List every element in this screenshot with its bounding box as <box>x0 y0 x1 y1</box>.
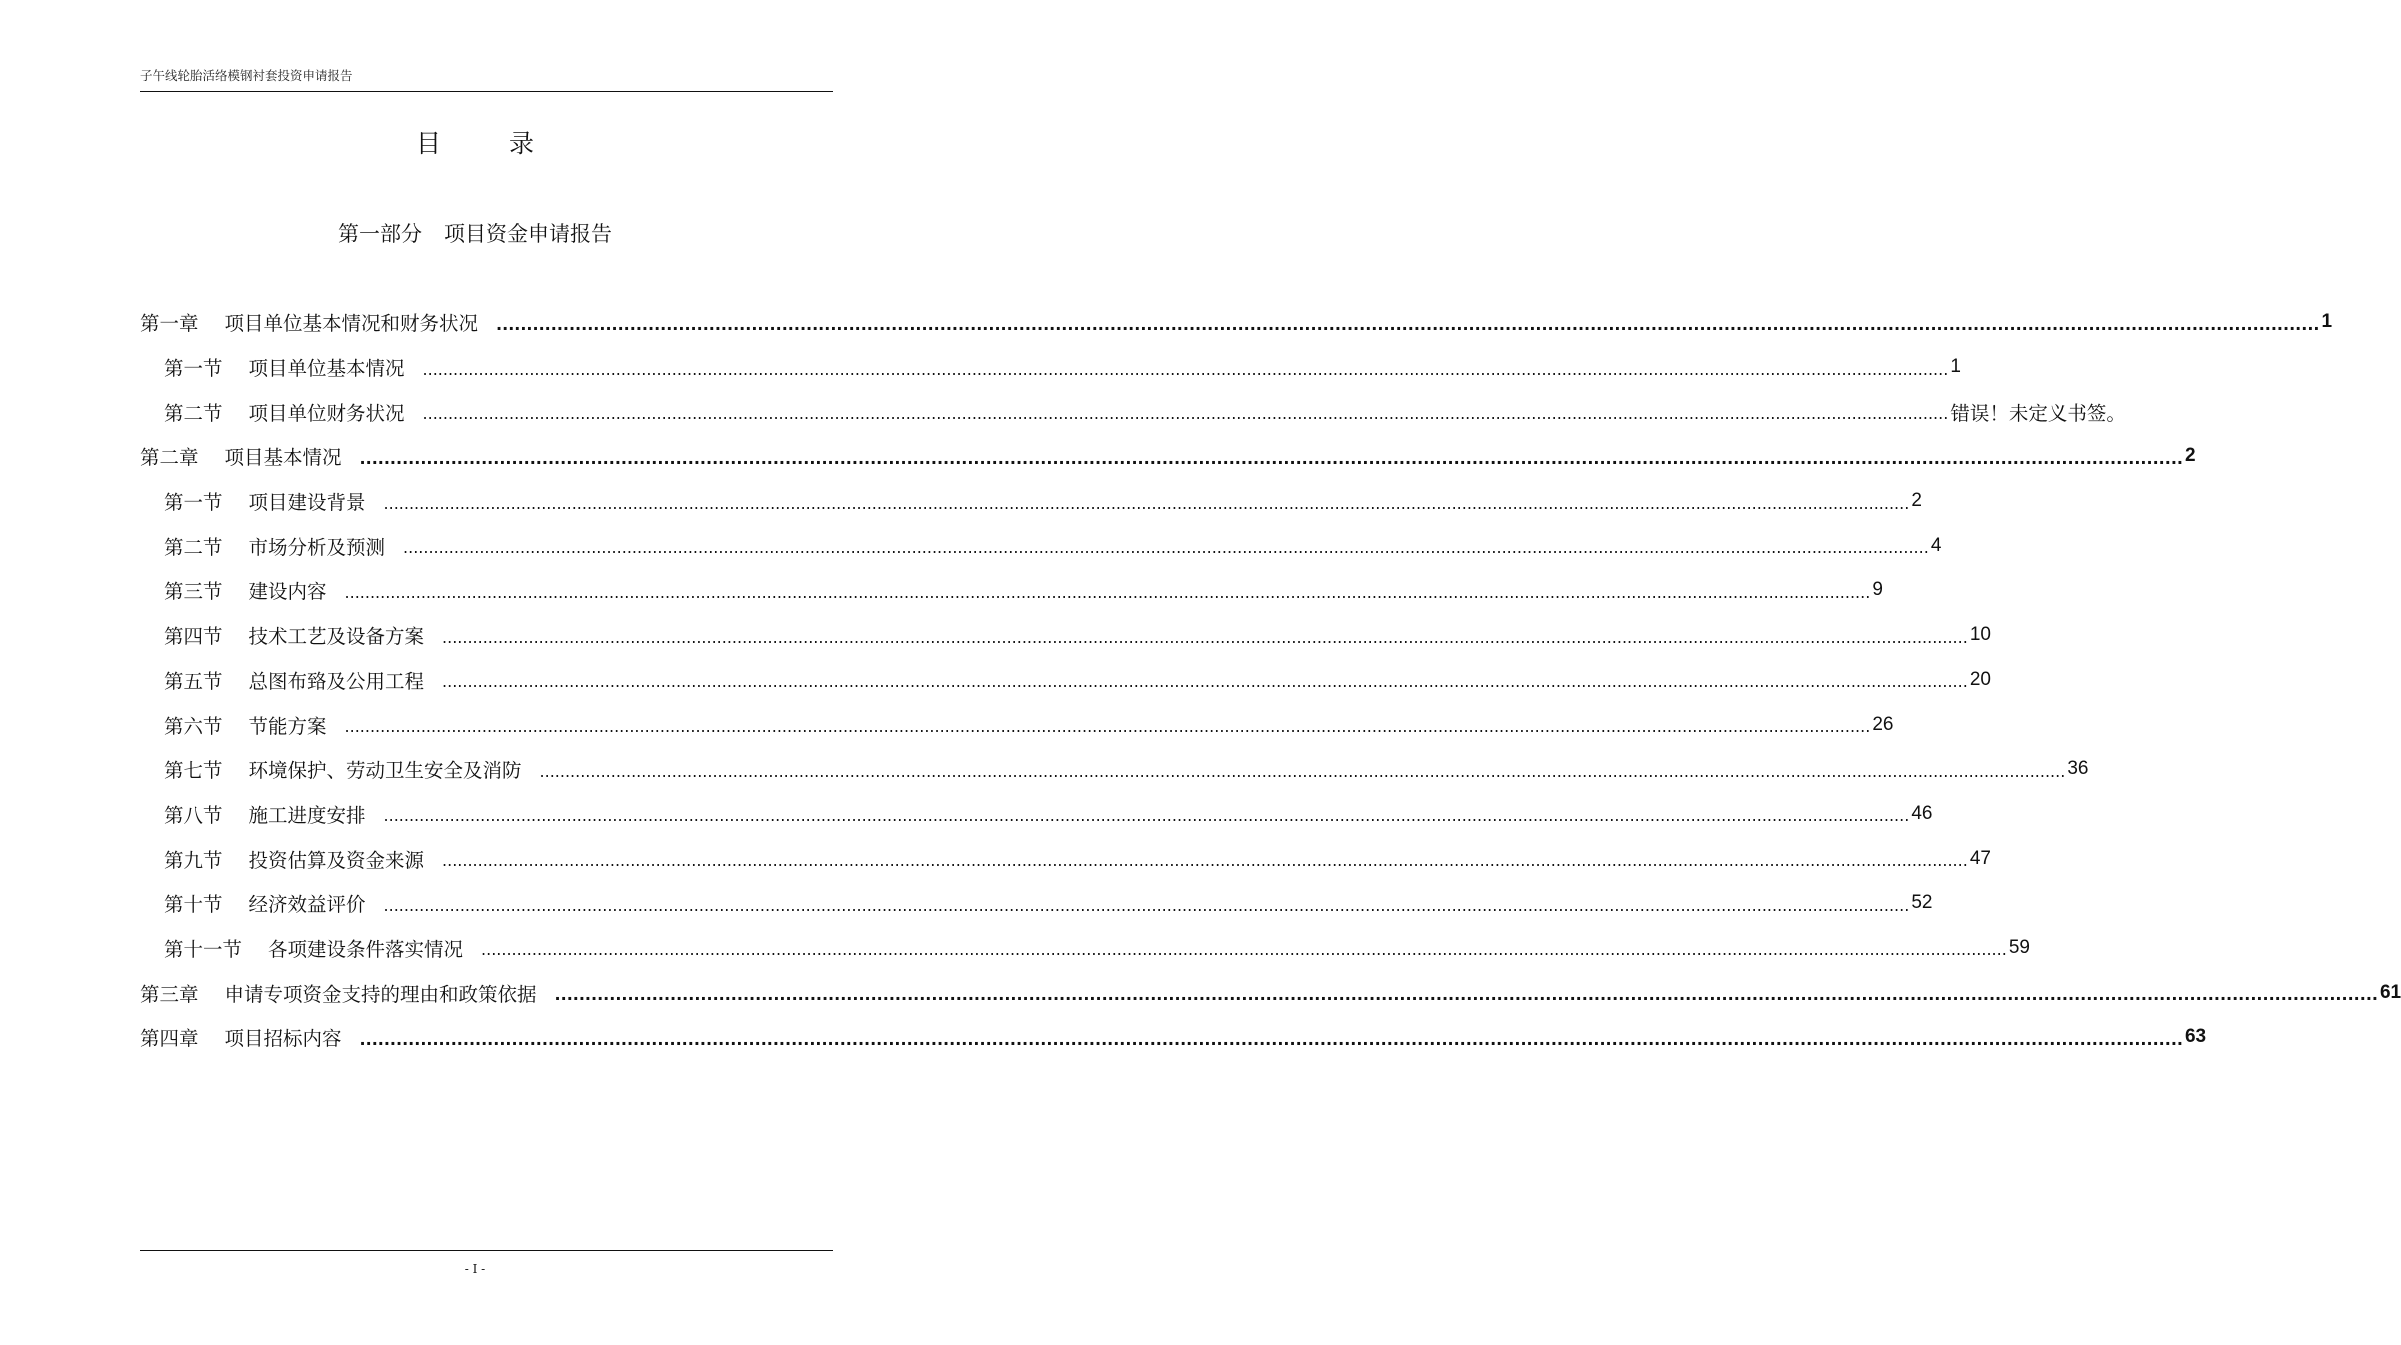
toc-entry-title: 项目招标内容 <box>224 1027 342 1051</box>
header-divider <box>140 91 833 92</box>
toc-entry[interactable] <box>140 658 1991 703</box>
toc-leader-dots: ............................................................................................................................................................................................................................................................................................................ <box>422 404 1949 424</box>
toc-entry-label: 第十节 <box>164 893 223 917</box>
page-title: 目 录 <box>416 129 564 158</box>
toc-entry-title: 建设内容 <box>248 580 327 604</box>
toc-entry-title: 项目单位财务状况 <box>248 401 405 425</box>
toc-entry-page: 2 <box>1911 490 1922 512</box>
toc-entry[interactable] <box>140 434 2196 479</box>
toc-entry-page: 9 <box>1872 579 1883 601</box>
toc-leader-dots: ............................................................................................................................................................................................................................................................................................................ <box>481 940 2007 960</box>
toc-entry[interactable] <box>140 747 2089 792</box>
toc-entry-page: 63 <box>2184 1026 2207 1048</box>
toc-entry[interactable] <box>140 568 1883 613</box>
toc-entry-label: 第四节 <box>164 625 223 649</box>
toc-entry-label: 第十一节 <box>164 937 243 961</box>
toc-leader-dots: ............................................................................................................................................................................................................................................................................................................ <box>442 627 1968 647</box>
toc-leader-dots: ............................................................................................................................................................................................................................................................................................................ <box>383 806 1910 826</box>
running-header: 子午线轮胎活络模钢衬套投资申请报告 <box>140 68 353 83</box>
toc-leader-dots: ............................................................................................................................................................................................................................................................................................................ <box>383 493 1910 513</box>
toc-leader-dots: ............................................................................................................................................................................................................................................................................................................ <box>554 985 2378 1005</box>
toc-entry-label: 第六节 <box>164 714 223 738</box>
toc-entry-page: 1 <box>1950 356 1961 378</box>
toc-entry-page: 4 <box>1930 534 1942 556</box>
toc-entry-label: 第四章 <box>140 1027 199 1051</box>
toc-entry-page: 61 <box>2379 981 2401 1003</box>
part-name: 项目资金申请报告 <box>444 222 612 246</box>
toc-leader-dots: ............................................................................................................................................................................................................................................................................................................ <box>359 1029 2183 1049</box>
toc-entry-page: 46 <box>1911 802 1933 824</box>
toc-entry-label: 第五节 <box>164 669 223 693</box>
toc-leader-dots: ............................................................................................................................................................................................................................................................................................................ <box>539 761 2066 781</box>
toc-entry-title: 项目基本情况 <box>224 446 342 470</box>
toc-entry-page: 26 <box>1872 713 1894 735</box>
toc-entry-label: 第三节 <box>164 580 223 604</box>
toc-entry-label: 第一节 <box>164 357 223 381</box>
part-heading <box>0 218 950 248</box>
toc-entry[interactable] <box>140 523 1942 568</box>
toc-entry-label: 第三章 <box>140 982 199 1006</box>
footer-page-number: - I - <box>464 1262 486 1276</box>
toc-leader-dots: ............................................................................................................................................................................................................................................................................................................ <box>344 717 1871 737</box>
toc-entry-label: 第一节 <box>164 491 223 515</box>
toc-entry-title: 项目单位基本情况和财务状况 <box>224 312 479 336</box>
toc-entry-page: 2 <box>2184 445 2196 467</box>
toc-entry-title: 环境保护、劳动卫生安全及消防 <box>248 759 522 783</box>
toc-entry-title: 各项建设条件落实情况 <box>268 937 464 961</box>
toc-entry-title: 项目单位基本情况 <box>248 357 405 381</box>
toc-entry-label: 第九节 <box>164 848 223 872</box>
toc-entry-page: 52 <box>1911 892 1933 914</box>
toc-entry-page: 47 <box>1969 847 1991 869</box>
toc-entry[interactable] <box>140 702 1894 747</box>
toc-entry-label: 第八节 <box>164 803 223 827</box>
toc-leader-dots: ............................................................................................................................................................................................................................................................................................................ <box>359 448 2183 468</box>
toc-entry-label: 第二节 <box>164 535 223 559</box>
footer-divider <box>140 1250 833 1251</box>
toc-entry[interactable] <box>140 926 2030 971</box>
toc-entry-page: 20 <box>1969 668 1991 690</box>
toc-entry-label: 第一章 <box>140 312 199 336</box>
toc-entry[interactable] <box>140 836 1991 881</box>
toc-entry[interactable] <box>140 970 2401 1015</box>
toc-entry-label: 第二章 <box>140 446 199 470</box>
toc-leader-dots: ............................................................................................................................................................................................................................................................................................................ <box>422 359 1949 379</box>
toc-leader-dots: ............................................................................................................................................................................................................................................................................................................ <box>403 538 1929 558</box>
toc-entry-title: 投资估算及资金来源 <box>248 848 425 872</box>
toc-entry-page: 10 <box>1969 624 1991 646</box>
toc-entry-title: 总图布臵及公用工程 <box>248 669 425 693</box>
toc-entry-title: 节能方案 <box>248 714 327 738</box>
toc-entry[interactable] <box>140 1015 2207 1060</box>
toc-entry[interactable] <box>140 389 2126 434</box>
toc-leader-dots: ............................................................................................................................................................................................................................................................................................................ <box>383 895 1910 915</box>
toc-entry-title: 技术工艺及设备方案 <box>248 625 425 649</box>
part-label: 第一部分 <box>338 222 422 246</box>
table-of-contents <box>140 300 2401 1060</box>
toc-entry-title: 申请专项资金支持的理由和政策依据 <box>224 982 537 1006</box>
toc-entry[interactable] <box>140 300 2333 345</box>
toc-entry-title: 经济效益评价 <box>248 893 366 917</box>
toc-leader-dots: ............................................................................................................................................................................................................................................................................................................ <box>442 851 1968 871</box>
toc-entry-page: 错误！未定义书签。 <box>1950 401 2126 425</box>
toc-entry-page: 36 <box>2067 758 2089 780</box>
toc-entry-title: 施工进度安排 <box>248 803 366 827</box>
toc-entry-title: 项目建设背景 <box>248 491 366 515</box>
toc-entry[interactable] <box>140 792 1933 837</box>
toc-entry[interactable] <box>140 345 1961 390</box>
toc-leader-dots: ............................................................................................................................................................................................................................................................................................................ <box>442 672 1968 692</box>
toc-entry-page: 59 <box>2008 936 2030 958</box>
toc-entry[interactable] <box>140 613 1991 658</box>
toc-entry[interactable] <box>140 479 1922 524</box>
toc-leader-dots: ............................................................................................................................................................................................................................................................................................................ <box>344 582 1871 602</box>
toc-leader-dots: ............................................................................................................................................................................................................................................................................................................ <box>496 314 2320 334</box>
toc-entry-title: 市场分析及预测 <box>248 535 386 559</box>
toc-entry[interactable] <box>140 881 1933 926</box>
toc-entry-page: 1 <box>2321 311 2333 333</box>
toc-entry-label: 第七节 <box>164 759 223 783</box>
toc-entry-label: 第二节 <box>164 401 223 425</box>
